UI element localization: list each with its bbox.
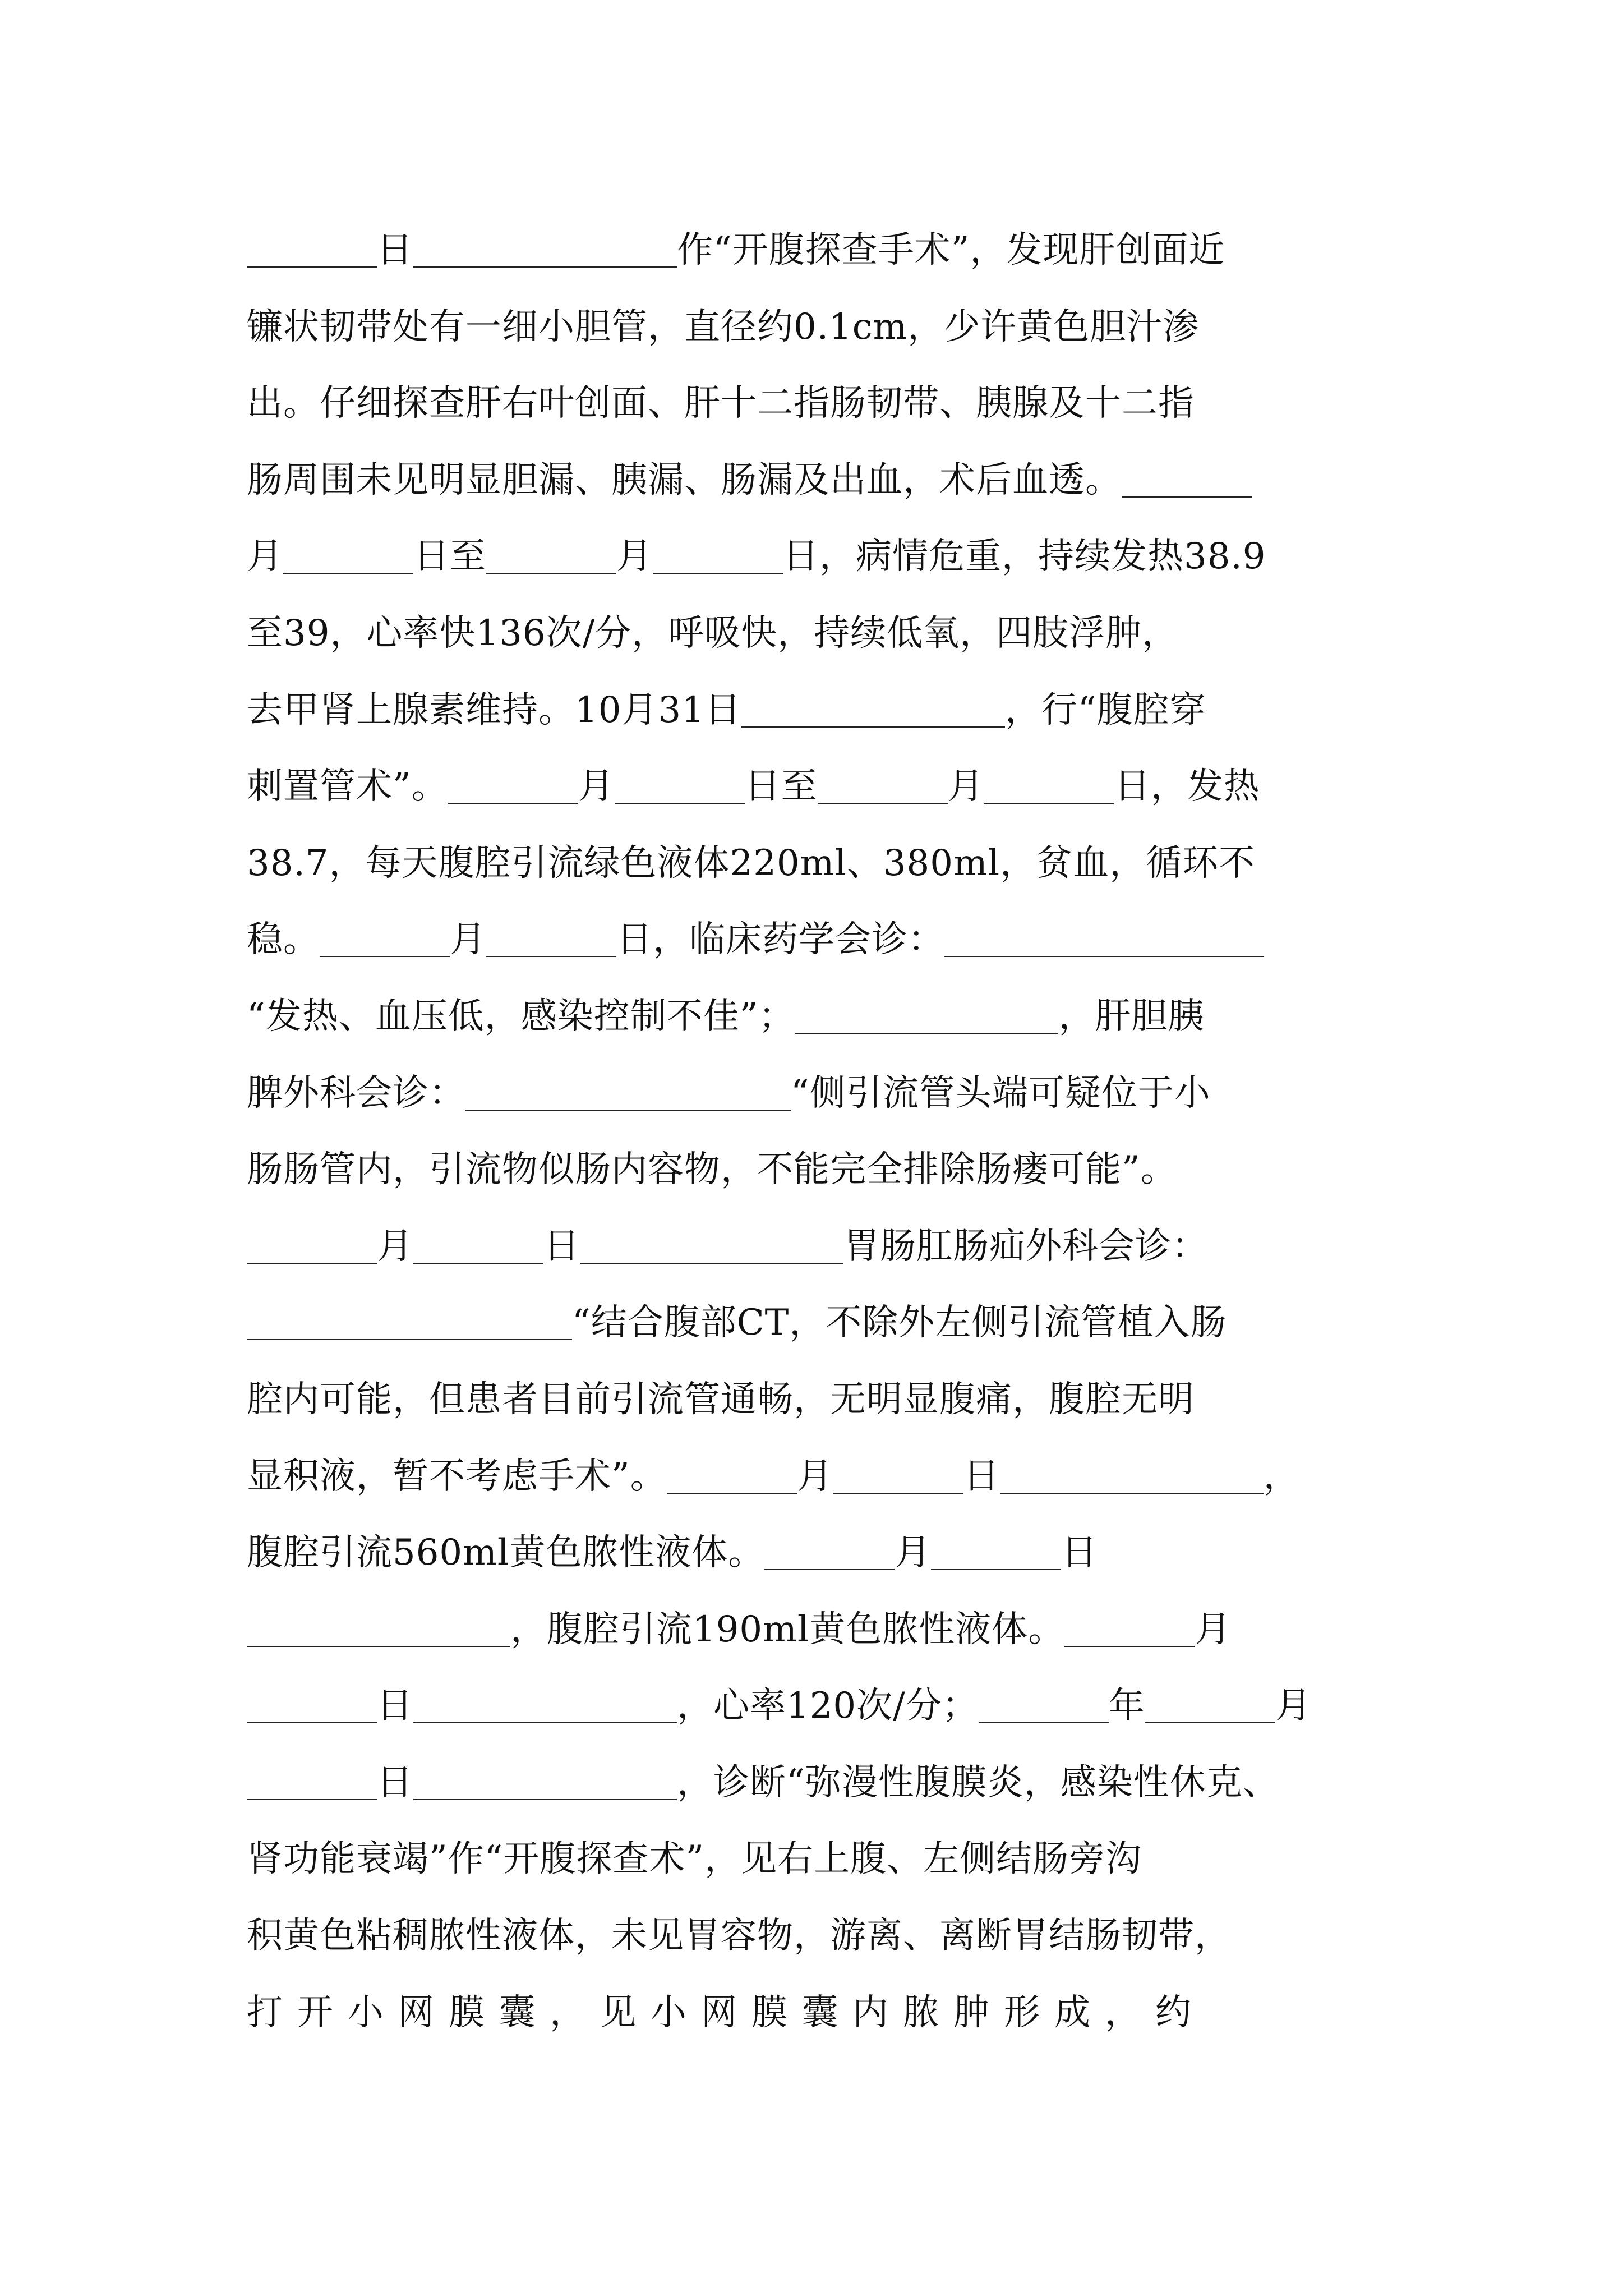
text-segment: 月 — [247, 536, 283, 578]
text-line-8 — [247, 748, 1391, 825]
text-segment: ， — [1263, 1455, 1300, 1497]
text-segment: ，肝胆胰 — [1058, 995, 1205, 1037]
text-segment: 作“开腹探查手术”，发现肝创面近 — [677, 229, 1225, 271]
blank-field[interactable] — [1064, 1607, 1195, 1647]
blank-field[interactable] — [818, 763, 948, 804]
text-segment: 镰状韧带处有一细小胆管，直径约0.1cm，少许黄色胆汁渗 — [247, 306, 1200, 348]
blank-field[interactable] — [247, 1683, 377, 1723]
text-segment: 去甲肾上腺素维持。10月31日 — [247, 689, 741, 731]
text-line-13 — [247, 1131, 1391, 1208]
text-line-1 — [247, 212, 1391, 289]
text-segment: 日，发热 — [1114, 766, 1260, 808]
text-line-23 — [247, 1898, 1391, 1975]
text-line-11 — [247, 978, 1391, 1055]
text-line-16 — [247, 1361, 1391, 1438]
text-segment: 胃肠肛肠疝外科会诊： — [843, 1225, 1208, 1267]
blank-field[interactable] — [615, 763, 745, 804]
blank-field[interactable] — [486, 917, 616, 957]
blank-field[interactable] — [247, 1300, 572, 1340]
text-segment: 稳。 — [247, 919, 320, 961]
text-segment: 至39，心率快136次/分，呼吸快，持续低氧，四肢浮肿， — [247, 612, 1179, 654]
blank-field[interactable] — [984, 763, 1114, 804]
text-line-12 — [247, 1055, 1391, 1132]
text-segment: 日，病情危重，持续发热38.9 — [783, 536, 1266, 578]
text-segment: “发热、血压低，感染控制不佳”； — [247, 995, 795, 1037]
blank-field[interactable] — [247, 1760, 377, 1800]
text-segment: “结合腹部CT，不除外左侧引流管植入肠 — [572, 1302, 1227, 1344]
text-segment: 腹腔引流560ml黄色脓性液体。 — [247, 1532, 765, 1574]
text-segment: 积黄色粘稠脓性液体，未见胃容物，游离、离断胃结肠韧带， — [247, 1915, 1231, 1957]
blank-field[interactable] — [741, 687, 1005, 728]
blank-field[interactable] — [465, 1070, 791, 1111]
text-line-14 — [247, 1208, 1391, 1285]
text-segment: 肠肠管内，引流物似肠内容物，不能完全排除肠瘘可能”。 — [247, 1149, 1177, 1191]
text-segment: 日 — [377, 1685, 413, 1727]
blank-field[interactable] — [1145, 1683, 1275, 1723]
blank-field[interactable] — [580, 1223, 843, 1264]
text-line-10 — [247, 901, 1391, 978]
text-line-4 — [247, 442, 1391, 519]
text-line-17 — [247, 1438, 1391, 1515]
text-line-6 — [247, 595, 1391, 672]
text-segment: 月 — [947, 766, 984, 808]
text-segment: ，心率120次/分； — [677, 1685, 979, 1727]
text-line-2 — [247, 289, 1391, 366]
blank-field[interactable] — [320, 917, 450, 957]
blank-field[interactable] — [931, 1530, 1061, 1570]
text-line-3 — [247, 365, 1391, 442]
blank-field[interactable] — [833, 1453, 963, 1494]
text-segment: 日 — [377, 229, 413, 271]
text-segment: 肾功能衰竭”作“开腹探查术”，见右上腹、左侧结肠旁沟 — [247, 1838, 1142, 1880]
blank-field[interactable] — [413, 227, 677, 268]
blank-field[interactable] — [448, 763, 578, 804]
text-line-7 — [247, 672, 1391, 749]
text-segment: 打开小网膜囊，见小网膜囊内脓肿形成，约 — [247, 1991, 1206, 2033]
blank-field[interactable] — [1122, 457, 1252, 498]
text-segment: 月 — [796, 1455, 833, 1497]
text-line-5 — [247, 518, 1391, 595]
text-line-22 — [247, 1821, 1391, 1898]
text-segment: 月 — [450, 919, 486, 961]
blank-field[interactable] — [667, 1453, 797, 1494]
text-line-9 — [247, 825, 1391, 902]
text-segment: 出。仔细探查肝右叶创面、肝十二指肠韧带、胰腺及十二指 — [247, 383, 1195, 425]
text-segment: ，行“腹腔穿 — [1004, 689, 1206, 731]
blank-field[interactable] — [653, 533, 783, 574]
text-segment: 月 — [1275, 1685, 1312, 1727]
text-segment: 刺置管术”。 — [247, 766, 448, 808]
blank-field[interactable] — [1000, 1453, 1264, 1494]
text-segment: “侧引流管头端可疑位于小 — [791, 1072, 1211, 1114]
blank-field[interactable] — [795, 993, 1058, 1034]
text-segment: 38.7，每天腹腔引流绿色液体220ml、380ml，贫血，循环不 — [247, 842, 1256, 884]
blank-field[interactable] — [413, 1223, 543, 1264]
text-line-24 — [247, 1975, 1391, 2051]
blank-field[interactable] — [944, 917, 1264, 957]
text-segment: 日 — [963, 1455, 1000, 1497]
text-segment: 月 — [377, 1225, 413, 1267]
text-segment: 日至 — [413, 536, 486, 578]
blank-field[interactable] — [247, 1607, 510, 1647]
blank-field[interactable] — [247, 1223, 377, 1264]
text-segment: 肠周围未见明显胆漏、胰漏、肠漏及出血，术后血透。 — [247, 459, 1122, 501]
text-line-20 — [247, 1668, 1391, 1745]
text-line-15 — [247, 1285, 1391, 1361]
text-segment: 腔内可能，但患者目前引流管通畅，无明显腹痛，腹腔无明 — [247, 1378, 1195, 1420]
blank-field[interactable] — [413, 1683, 677, 1723]
text-segment: 年 — [1108, 1685, 1145, 1727]
text-segment: 月 — [616, 536, 653, 578]
body-text — [247, 212, 1391, 2051]
blank-field[interactable] — [283, 533, 413, 574]
blank-field[interactable] — [764, 1530, 895, 1570]
text-segment: 日 — [1061, 1532, 1098, 1574]
text-segment: 日至 — [744, 766, 818, 808]
blank-field[interactable] — [247, 227, 377, 268]
text-segment: 月 — [1195, 1608, 1232, 1650]
blank-field[interactable] — [979, 1683, 1109, 1723]
text-segment: 月 — [895, 1532, 932, 1574]
text-line-19 — [247, 1591, 1391, 1668]
text-segment: 显积液，暂不考虑手术”。 — [247, 1455, 667, 1497]
text-segment: 月 — [578, 766, 615, 808]
text-segment: ，腹腔引流190ml黄色脓性液体。 — [510, 1608, 1065, 1650]
blank-field[interactable] — [486, 533, 616, 574]
text-segment: 日 — [543, 1225, 580, 1267]
text-line-18 — [247, 1515, 1391, 1591]
text-segment: 日 — [377, 1761, 413, 1803]
text-segment: 脾外科会诊： — [247, 1072, 465, 1114]
text-line-21 — [247, 1745, 1391, 1821]
text-segment: 日，临床药学会诊： — [616, 919, 944, 961]
text-segment: ，诊断“弥漫性腹膜炎，感染性休克、 — [677, 1761, 1279, 1803]
blank-field[interactable] — [413, 1760, 677, 1800]
